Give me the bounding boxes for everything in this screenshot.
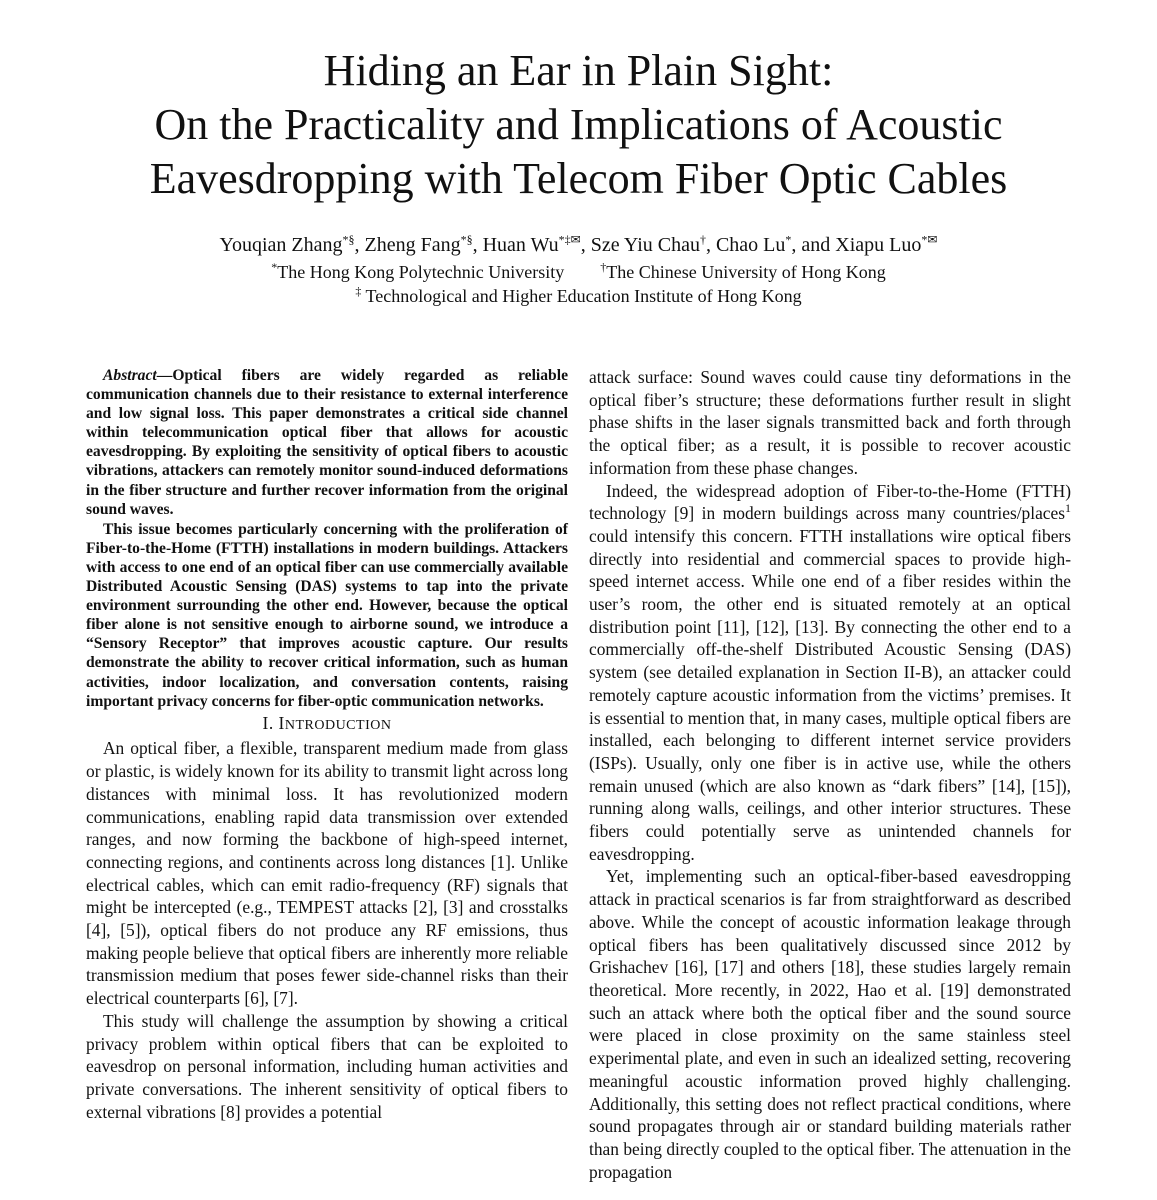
affiliation-polyu: The Hong Kong Polytechnic University — [277, 262, 565, 282]
affiliation-mark: * — [271, 260, 278, 274]
section-numeral: I. — [262, 712, 279, 733]
affiliation-mark: † — [600, 260, 607, 274]
author-list — [40, 232, 1117, 258]
right-column — [589, 366, 1071, 1183]
section-heading-introduction — [86, 712, 568, 738]
body-paragraph: This study will challenge the assumption by showing a critical privacy problem within optical fibers that can be exploited to eavesdrop on personal information, including human activities and private conversations. The inherent sensitivity of optical fibers to external vibrations [8] provides a potential — [86, 1010, 568, 1122]
abstract — [86, 366, 568, 711]
abstract-paragraph — [86, 366, 568, 519]
author-marks: *§ — [342, 232, 355, 247]
body-text: Indeed, the widespread adoption of Fiber-to-the-Home (FTTH) technology [9] in modern buildings across many countries/places — [589, 480, 1071, 524]
title-line-3: Eavesdropping with Telecom Fiber Optic Cables — [149, 154, 1008, 203]
author-marks: † — [699, 232, 706, 247]
body-text: could intensify this concern. FTTH installations wire optical fibers directly into residential and commercial spaces to provide high-speed internet access. While one end of a fiber resides within the user’s room, the other end is situated remotely at an optical distribution point [11], [12], [13]. By connecting the other end to a commercially off-the-shelf Distributed Acoustic Sensing (DAS) system (see detailed explanation in Section II-B), an attacker could remotely capture acoustic information from the victims’ premises. It is essential to mention that, in many cases, multiple optical fibers are installed, each belonging to different internet service providers (ISPs). Usually, only one fiber is in active use, while the others remain unused (which are also known as “dark fibers” [14], [15]), running along walls, ceilings, and other interior structures. These fibers could potentially serve as unintended channels for eavesdropping. — [589, 525, 1071, 864]
section-heading-first-letter: I — [278, 712, 285, 733]
affiliation-line-2 — [40, 284, 1117, 308]
title-line-2: On the Practicality and Implications of Acoustic — [154, 100, 1003, 149]
author-name: , Chao Lu — [705, 234, 786, 256]
author-name: , and Xiapu Luo — [791, 234, 922, 256]
title-line-1: Hiding an Ear in Plain Sight: — [323, 46, 834, 95]
author-name: Youqian Zhang — [219, 234, 343, 256]
body-paragraph — [589, 480, 1071, 866]
author-name: , Huan Wu — [472, 234, 559, 256]
affiliation-cuhk: The Chinese University of Hong Kong — [606, 262, 886, 282]
author-marks: *§ — [460, 232, 473, 247]
section-heading-rest: NTRODUCTION — [284, 717, 392, 733]
affiliation-mark: ‡ — [355, 284, 362, 298]
body-paragraph: attack surface: Sound waves could cause tiny deformations in the optical fiber’s structure; these deformations further result in slight phase shifts in the laser signals transmitted back and forth through the optical fiber; as a result, it is possible to recover acoustic information from these phase changes. — [589, 367, 1071, 478]
author-marks: * — [785, 232, 792, 247]
footnote-mark: 1 — [1065, 501, 1071, 516]
author-marks: *✉ — [921, 232, 938, 247]
abstract-paragraph: This issue becomes particularly concerning with the proliferation of Fiber-to-the-Home (FTTH) installations in modern buildings. Attackers with access to one end of an optical fiber can use commercially available Distributed Acoustic Sensing (DAS) systems to tap into the private environment surrounding the other end. However, because the optical fiber alone is not sensitive enough to airborne sound, we introduce a “Sensory Receptor” that improves acoustic capture. Our results demonstrate the ability to recover critical information, such as human activities, indoor localization, and conversation contents, raising important privacy concerns for fiber-optic communication networks. — [86, 520, 568, 710]
author-name: , Zheng Fang — [354, 234, 461, 256]
abstract-text: —Optical fibers are widely regarded as reliable communication channels due to their resistance to external interference and low signal loss. This paper demonstrates a critical side channel within telecommunication optical fiber that allows for acoustic eavesdropping. By exploiting the sensitivity of optical fibers to acoustic vibrations, attackers can remotely monitor sound-induced deformations in the fiber structure and further recover information from the original sound waves. — [86, 367, 568, 518]
paper-title — [40, 44, 1117, 206]
affiliation-thei: Technological and Higher Education Institute of Hong Kong — [361, 286, 802, 306]
affiliation-line-1 — [40, 260, 1117, 284]
body-paragraph: An optical fiber, a flexible, transparent medium made from glass or plastic, is widely known for its ability to transmit light across long distances with minimal loss. It has revolutionized modern communications, enabling rapid data transmission over extended ranges, and now forming the backbone of high-speed internet, connecting regions, and continents across long distances [1]. Unlike electrical cables, which can emit radio-frequency (RF) signals that might be intercepted (e.g., TEMPEST attacks [2], [3] and crosstalks [4], [5]), optical fibers do not produce any RF emissions, thus making people believe that optical fibers are inherently more reliable transmission medium that poses fewer side-channel risks than their electrical counterparts [6], [7]. — [86, 738, 568, 1009]
body-paragraph: Yet, implementing such an optical-fiber-based eavesdropping attack in practical scenarios is far from straightforward as described above. While the concept of acoustic information leakage through optical fibers has been qualitatively discussed since 2012 by Grishachev [16], [17] and others [18], these studies largely remain theoretical. More recently, in 2022, Hao et al. [19] demonstrated such an attack where both the optical fiber and the sound source were placed in close proximity on the same stainless steel experimental plate, and even in such an idealized setting, recovering meaningful acoustic information proved highly challenging. Additionally, this setting does not reflect practical conditions, where sound propagates through air or standard building materials rather than being directly coupled to the optical fiber. The attenuation in the propagation — [589, 866, 1071, 1182]
author-name: , Sze Yiu Chau — [580, 234, 700, 256]
abstract-label: Abstract — [103, 367, 157, 384]
author-marks: *‡✉ — [558, 232, 581, 247]
left-column — [86, 366, 568, 1123]
